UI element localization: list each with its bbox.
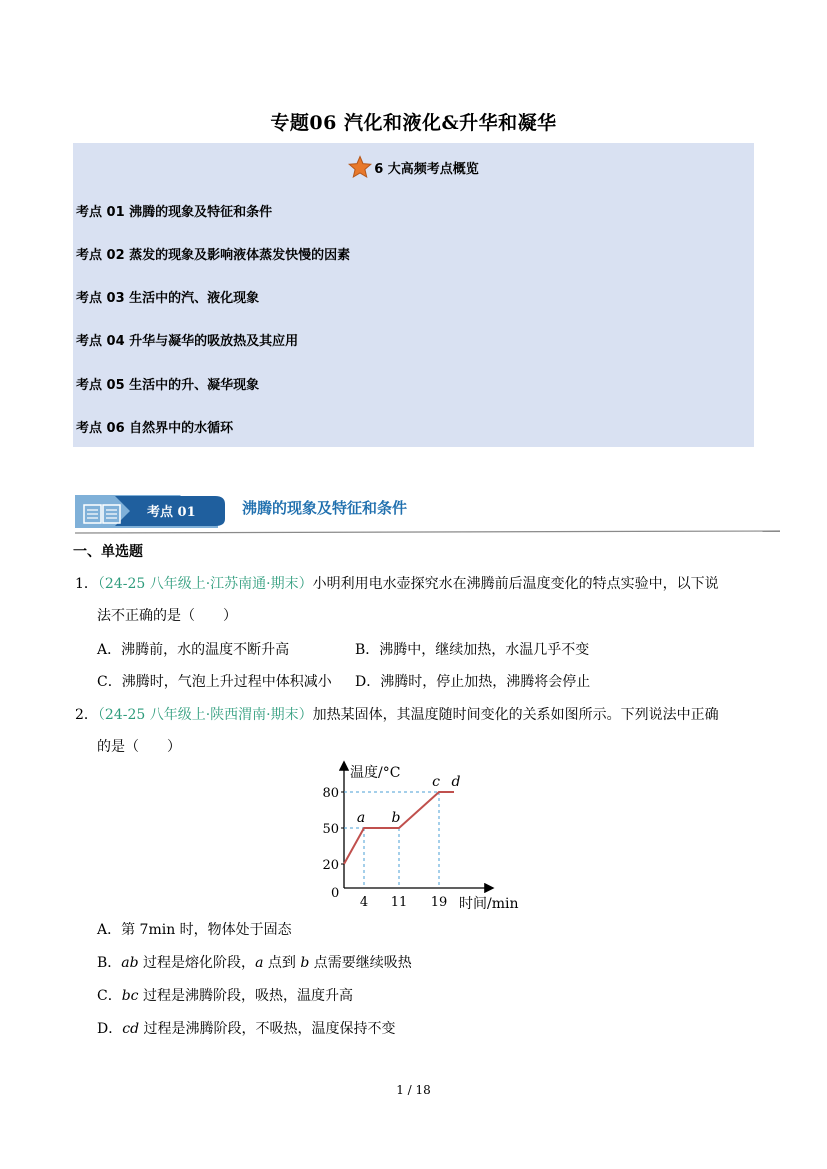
y-axis-label: 温度/°C bbox=[350, 765, 401, 781]
point-label-b: b bbox=[391, 810, 401, 826]
option-text: 点需要继续吸热 bbox=[309, 955, 412, 971]
overview-heading-text: 6 大高频考点概览 bbox=[374, 162, 479, 177]
question-source: （24-25 八年级上·陕西渭南·期末） bbox=[97, 707, 313, 723]
x-tick-label: 4 bbox=[359, 895, 369, 910]
overview-item: 考点 02 蒸发的现象及影响液体蒸发快慢的因素 bbox=[76, 248, 351, 263]
overview-item: 考点 01 沸腾的现象及特征和条件 bbox=[76, 205, 273, 220]
star-icon bbox=[348, 155, 372, 179]
y-tick-label: 80 bbox=[322, 786, 339, 801]
option-a: A．沸腾前，水的温度不断升高 bbox=[97, 642, 290, 658]
point-a: a bbox=[255, 955, 264, 971]
point-label-a: a bbox=[356, 810, 366, 826]
option-c: C．沸腾时，气泡上升过程中体积减小 bbox=[97, 674, 332, 690]
question-number: 1． bbox=[75, 576, 98, 592]
segment-cd: cd bbox=[122, 1021, 140, 1037]
section-label: 考点 01 bbox=[147, 505, 196, 520]
option-text: 过程是沸腾阶段，不吸热，温度保持不变 bbox=[139, 1021, 396, 1037]
point-label-d: d bbox=[451, 774, 461, 790]
overview-item: 考点 06 自然界中的水循环 bbox=[76, 421, 234, 436]
x-axis-label: 时间/min bbox=[459, 896, 519, 912]
option-label: B． bbox=[97, 955, 122, 971]
question-number: 2． bbox=[75, 707, 98, 723]
segment-bc: bc bbox=[121, 988, 139, 1004]
option-d: D．沸腾时，停止加热，沸腾将会停止 bbox=[355, 674, 591, 690]
question-text: 加热某固体，其温度随时间变化的关系如图所示。下列说法中正确 bbox=[312, 707, 719, 723]
temperature-time-chart bbox=[320, 755, 540, 915]
option-text: 点到 bbox=[263, 955, 301, 971]
overview-item: 考点 03 生活中的汽、液化现象 bbox=[76, 291, 260, 306]
y-tick-label: 20 bbox=[322, 858, 339, 873]
option-text: 过程是沸腾阶段，吸热，温度升高 bbox=[138, 988, 353, 1004]
option-b bbox=[97, 952, 412, 972]
y-tick-label: 50 bbox=[322, 822, 339, 837]
option-d bbox=[97, 1018, 396, 1038]
origin-label: 0 bbox=[331, 886, 340, 901]
page-number: 1 / 18 bbox=[396, 1083, 431, 1097]
question-text-continued: 法不正确的是（ ） bbox=[97, 608, 237, 624]
section-banner bbox=[75, 491, 780, 535]
section-title: 沸腾的现象及特征和条件 bbox=[242, 499, 408, 517]
overview-box bbox=[73, 143, 754, 447]
option-label: C． bbox=[97, 988, 122, 1004]
point-b: b bbox=[300, 955, 310, 971]
option-c bbox=[97, 985, 353, 1005]
overview-item: 考点 04 升华与凝华的吸放热及其应用 bbox=[76, 334, 299, 349]
x-tick-label: 19 bbox=[430, 895, 448, 910]
option-label: D． bbox=[97, 1021, 123, 1037]
overview-heading bbox=[73, 155, 754, 179]
option-b: B．沸腾中，继续加热，水温几乎不变 bbox=[355, 642, 590, 658]
question-source: （24-25 八年级上·江苏南通·期末） bbox=[97, 576, 313, 592]
overview-item: 考点 05 生活中的升、凝华现象 bbox=[76, 378, 260, 393]
question-text: 小明利用电水壶探究水在沸腾前后温度变化的特点实验中，以下说 bbox=[312, 576, 719, 592]
point-label-c: c bbox=[432, 774, 440, 790]
option-text: 过程是熔化阶段， bbox=[138, 955, 256, 971]
question-1 bbox=[75, 573, 719, 593]
question-text-continued: 的是（ ） bbox=[97, 739, 181, 755]
segment-ab: ab bbox=[121, 955, 139, 971]
question-2 bbox=[75, 704, 719, 724]
x-tick-label: 11 bbox=[390, 895, 408, 910]
book-icon bbox=[83, 501, 123, 527]
page-title: 专题06 汽化和液化&升华和凝华 bbox=[270, 112, 557, 134]
question-type-heading: 一、单选题 bbox=[73, 544, 143, 560]
option-a: A．第 7min 时，物体处于固态 bbox=[97, 922, 292, 938]
